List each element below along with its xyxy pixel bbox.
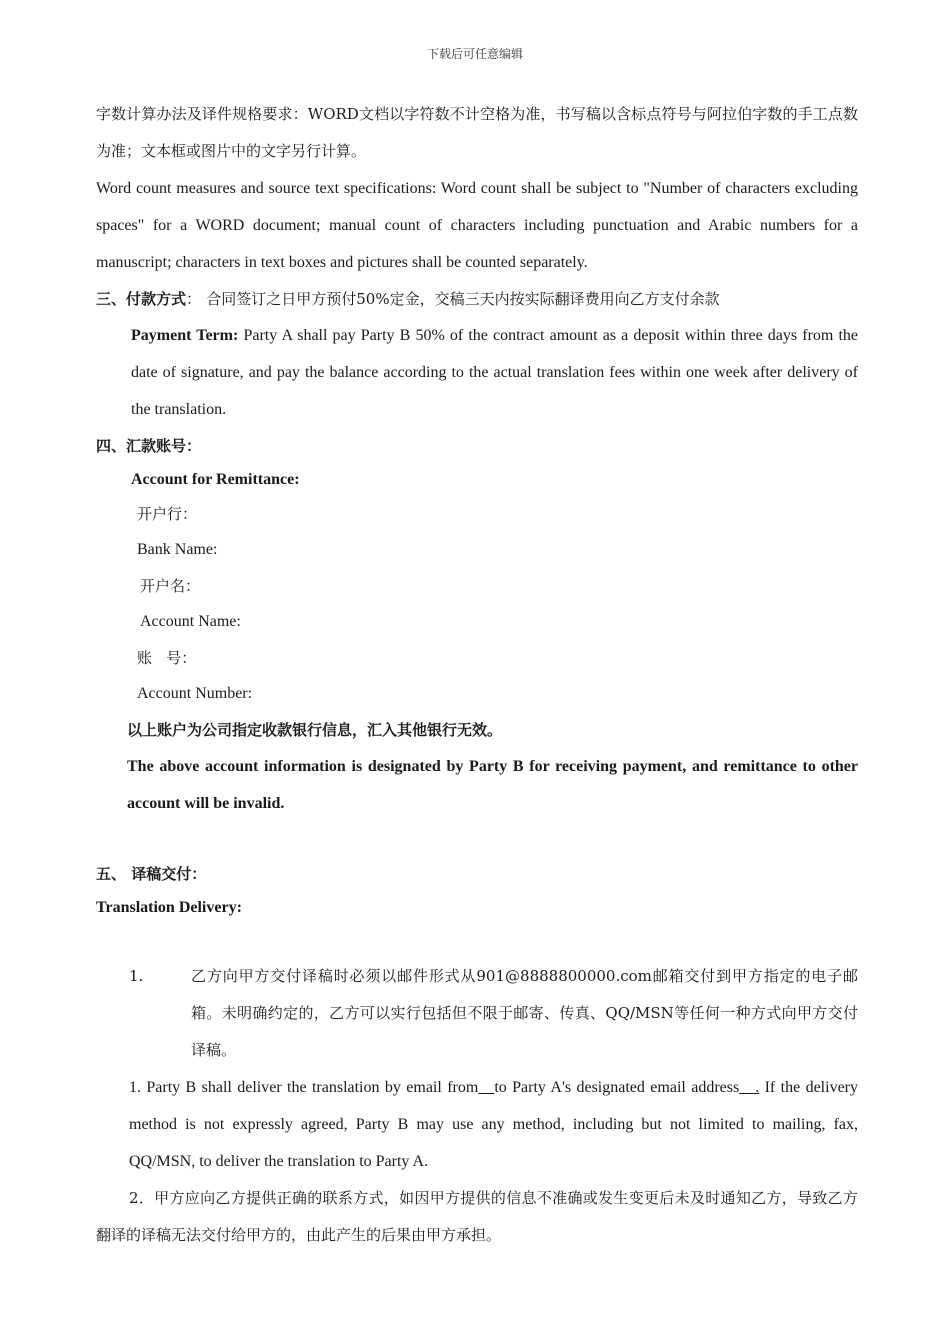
- list-number: 1.: [129, 967, 144, 985]
- spacer: [96, 822, 858, 856]
- document-body: [96, 96, 858, 1254]
- delivery-item-1-zh: [96, 958, 858, 1069]
- delivery-item-2-zh: 2．甲方应向乙方提供正确的联系方式，如因甲方提供的信息不准确或发生变更后未及时通知乙方，导致乙方翻译的译稿无法交付给甲方的，由此产生的后果由甲方承担。: [96, 1189, 858, 1244]
- remittance-heading: 四、汇款账号：: [96, 437, 202, 455]
- spacer: [96, 924, 858, 958]
- blank-field: __: [478, 1079, 495, 1096]
- account-name-zh: 开户名：: [140, 577, 201, 595]
- payment-en-paragraph: [96, 317, 858, 428]
- delivery-item-1-en: [96, 1069, 858, 1180]
- payment-heading: 三、付款方式: [96, 290, 187, 308]
- bank-name-zh: 开户行：: [137, 505, 198, 523]
- account-number-en: Account Number:: [137, 685, 253, 702]
- delivery-en-heading: Translation Delivery:: [96, 899, 242, 916]
- payment-en-text: Party A shall pay Party B 50% of the contract amount as a deposit within three days from the date of signature, and pay the balance according to the actual translation fees within one week after delivery of the translation.: [131, 327, 859, 418]
- bank-name-en: Bank Name:: [137, 541, 218, 558]
- item1-en-part-c: If the delivery method is not expressly agreed, Party B may use any method, including but not limited to mailing, fax, QQ/MSN, to deliver the translation to Party A.: [129, 1079, 858, 1170]
- account-name-en: Account Name:: [140, 613, 241, 630]
- page-header-note: 下载后可任意编辑: [426, 47, 523, 61]
- list-item-text: 乙方向甲方交付译稿时必须以邮件形式从901@8888800000.com邮箱交付到甲方指定的电子邮箱。未明确约定的，乙方可以实行包括但不限于邮寄、传真、QQ/MSN等任何一种方式向甲方交付译稿。: [191, 967, 858, 1059]
- remittance-notice-en: The above account information is designated by Party B for receiving payment, and remittance to other account will be invalid.: [127, 758, 858, 812]
- word-count-en: Word count measures and source text specifications: Word count shall be subject to "Number of characters excluding spaces" for a WORD document; manual count of characters including punctuation and Arabic numbers for a manuscript; characters in text boxes and pictures shall be counted separately.: [96, 180, 858, 271]
- payment-en-label: Payment Term:: [131, 327, 239, 344]
- word-count-zh: 字数计算办法及译件规格要求：WORD文档以字符数不计空格为准，书写稿以含标点符号与阿拉伯字数的手工点数为准；文本框或图片中的文字另行计算。: [96, 105, 858, 160]
- item1-en-part-b: to Party A's designated email address: [494, 1079, 740, 1096]
- remittance-notice-zh: 以上账户为公司指定收款银行信息，汇入其他银行无效。: [127, 721, 503, 739]
- blank-field: __.: [739, 1079, 760, 1096]
- delivery-heading: 五、 译稿交付：: [96, 865, 207, 883]
- payment-colon: ：: [186, 290, 202, 308]
- payment-zh-text: 合同签订之日甲方预付50%定金，交稿三天内按实际翻译费用向乙方支付余款: [206, 290, 720, 308]
- remittance-en-heading: Account for Remittance:: [131, 471, 300, 488]
- item1-en-part-a: 1. Party B shall deliver the translation by email from: [129, 1079, 479, 1096]
- payment-section-heading: [96, 281, 858, 317]
- account-number-zh: 账 号：: [137, 649, 197, 667]
